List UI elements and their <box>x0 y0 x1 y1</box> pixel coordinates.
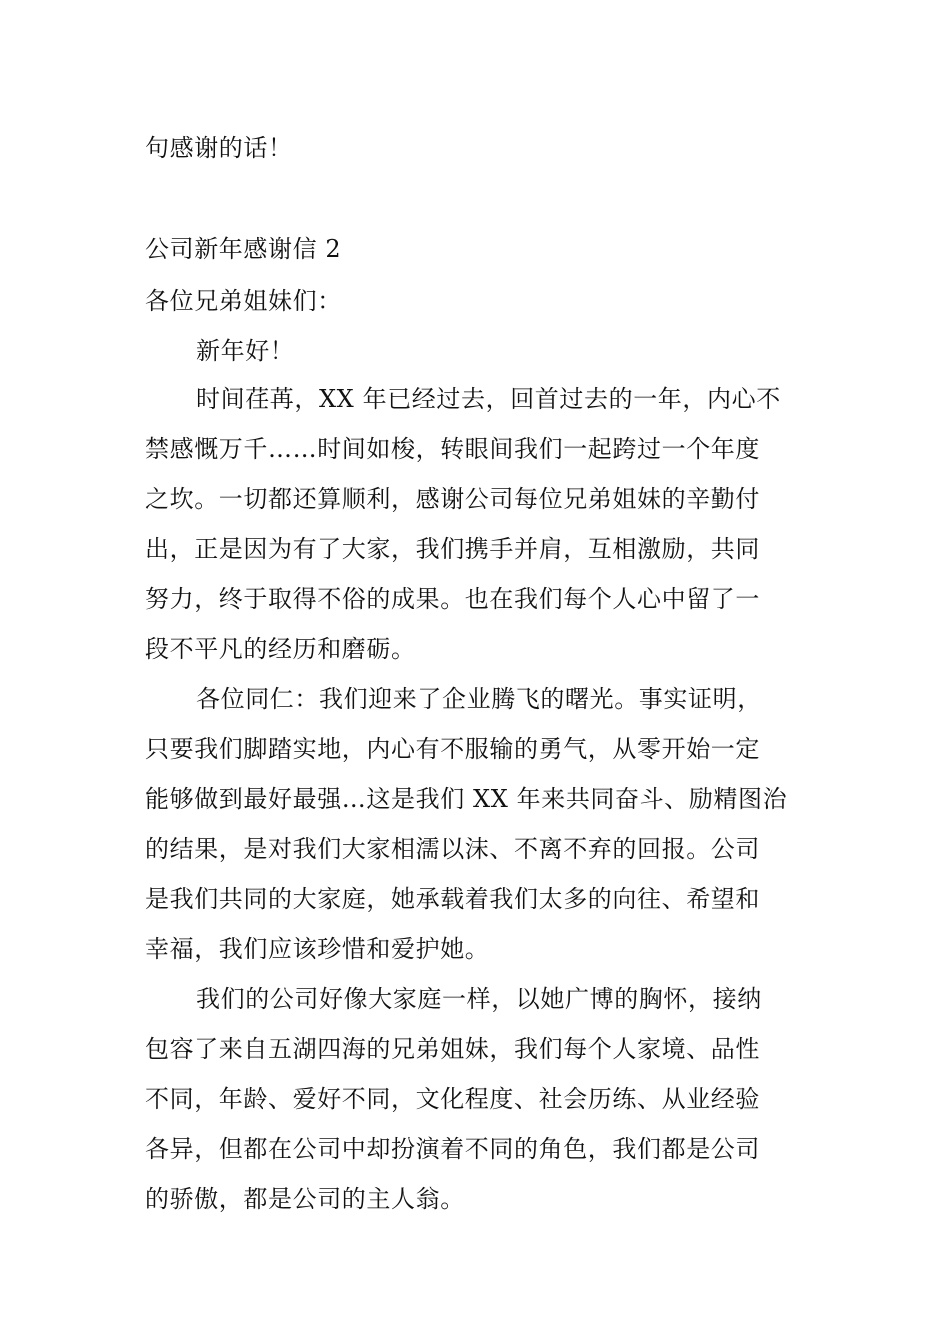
text-line: 能够做到最好最强…这是我们 XX 年来共同奋斗、励精图治 <box>145 785 788 813</box>
salutation: 各位兄弟姐妹们： <box>145 287 342 315</box>
text-line: 禁感慨万千……时间如梭，转眼间我们一起跨过一个年度 <box>145 435 760 463</box>
text-line: 努力，终于取得不俗的成果。也在我们每个人心中留了一 <box>145 585 760 613</box>
text-line: 不同，年龄、爱好不同，文化程度、社会历练、从业经验 <box>145 1085 760 1113</box>
text-line: 时间荏苒，XX 年已经过去，回首过去的一年，内心不 <box>196 385 781 413</box>
text-line: 的骄傲，都是公司的主人翁。 <box>145 1185 465 1213</box>
text-line: 段不平凡的经历和磨砺。 <box>145 635 416 663</box>
text-line: 各位同仁：我们迎来了企业腾飞的曙光。事实证明， <box>196 685 762 713</box>
greeting: 新年好！ <box>196 337 295 365</box>
text-line: 包容了来自五湖四海的兄弟姐妹，我们每个人家境、品性 <box>145 1035 760 1063</box>
text-line: 之坎。一切都还算顺利，感谢公司每位兄弟姐妹的辛勤付 <box>145 485 760 513</box>
text-line: 只要我们脚踏实地，内心有不服输的勇气，从零开始一定 <box>145 735 760 763</box>
letter-title: 公司新年感谢信 2 <box>145 235 342 263</box>
text-line: 我们的公司好像大家庭一样，以她广博的胸怀，接纳 <box>196 985 762 1013</box>
text-line: 出，正是因为有了大家，我们携手并肩，互相激励，共同 <box>145 535 760 563</box>
text-line: 幸福，我们应该珍惜和爱护她。 <box>145 935 490 963</box>
text-line: 的结果，是对我们大家相濡以沫、不离不弃的回报。公司 <box>145 835 760 863</box>
previous-letter-closing: 句感谢的话！ <box>145 134 293 162</box>
text-line: 是我们共同的大家庭，她承载着我们太多的向往、希望和 <box>145 885 760 913</box>
text-line: 各异，但都在公司中却扮演着不同的角色，我们都是公司 <box>145 1135 760 1163</box>
